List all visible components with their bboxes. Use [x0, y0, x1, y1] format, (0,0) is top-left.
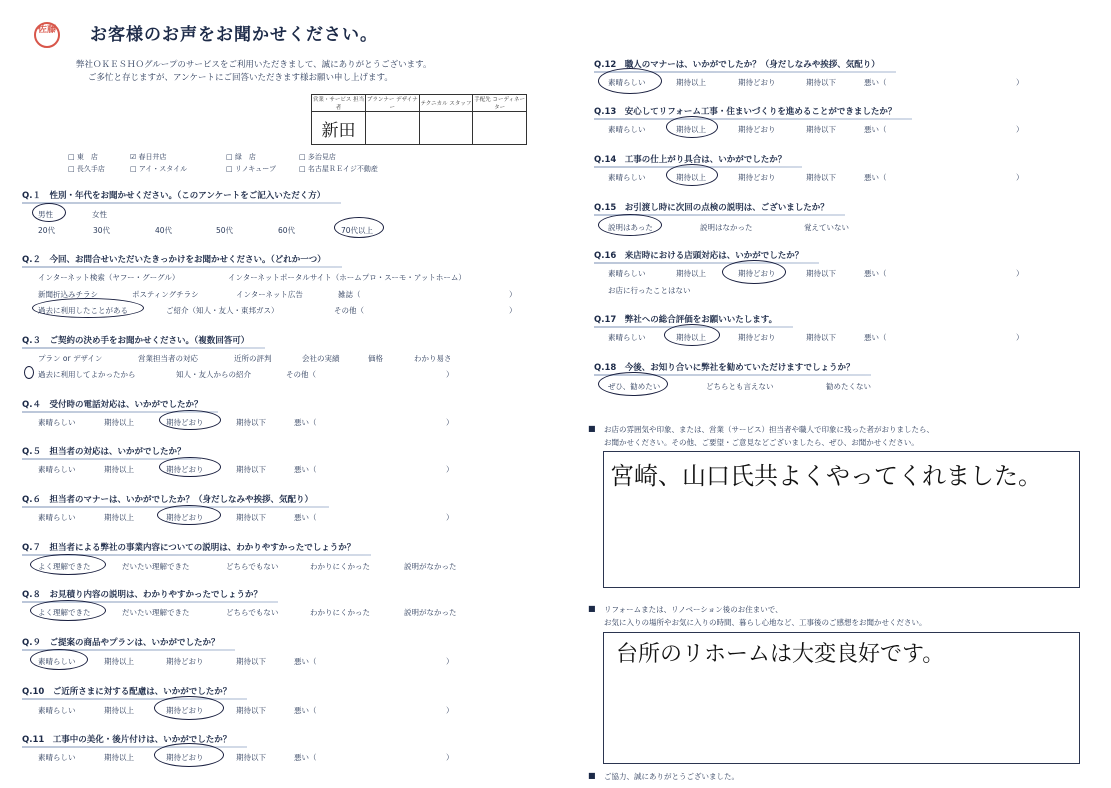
q3-option[interactable]: わかり易さ — [414, 354, 452, 363]
q2-option[interactable]: インターネット広告 — [236, 290, 303, 299]
rating-option[interactable]: 素晴らしい — [38, 753, 76, 762]
rating-option[interactable]: 悪い（ — [294, 513, 317, 522]
selection-circle — [334, 217, 384, 238]
rating-option-selected[interactable]: 期待以上 — [676, 333, 706, 342]
rating-paren-close: ） — [446, 706, 454, 715]
rating-option-selected[interactable]: 素晴らしい — [608, 78, 646, 87]
rating-option[interactable]: 期待以下 — [806, 78, 836, 87]
selection-circle — [666, 164, 718, 186]
comment2-answer-text: 台所のリホームは大変良好です。 — [616, 642, 945, 667]
selection-circle — [32, 298, 144, 318]
rating-option[interactable]: 悪い（ — [864, 269, 887, 278]
rating-option[interactable]: 悪い（ — [864, 125, 887, 134]
rating-paren-close: ） — [446, 418, 454, 427]
rating-paren-close: ） — [446, 513, 454, 522]
rating-paren-close: ） — [1016, 269, 1024, 278]
staff-table — [311, 94, 527, 145]
q2-option[interactable]: 雑誌（ — [338, 290, 361, 299]
store-checkbox-checked[interactable]: ☑ 春日井店 — [130, 153, 167, 161]
selection-circle — [722, 260, 786, 284]
q1-gender-male[interactable]: 男性 — [38, 210, 53, 219]
q3-option[interactable]: その他（ — [286, 370, 316, 379]
comment2-prompt-line2: お気に入りの場所やお気に入りの時間、暮らし心地など、工事後のご感想をお聞かせください。 — [604, 618, 927, 627]
intro-line-2: ご多忙と存じますが、アンケートにご回答いただきます様お願い申し上げます。 — [88, 73, 393, 83]
rating-option-selected[interactable]: 期待どおり — [166, 513, 204, 522]
q18-option[interactable]: 勧めたくない — [826, 382, 871, 391]
q1-age-option[interactable]: 60代 — [278, 226, 296, 235]
understanding-option[interactable]: だいたい理解できた — [122, 608, 190, 617]
staff-signature: 新田 — [321, 120, 356, 141]
selection-circle — [154, 743, 224, 767]
q16-title: Q.16 来店時における店頭対応は、いかがでしたか？ — [594, 251, 804, 261]
rating-option[interactable]: 期待以下 — [236, 657, 266, 666]
selection-circle — [32, 203, 66, 222]
q2-option[interactable]: ポスティングチラシ — [132, 290, 199, 299]
staff-empty-cell — [365, 112, 419, 145]
rating-option[interactable]: 期待以下 — [806, 125, 836, 134]
q3-option[interactable]: プラン or デザイン — [38, 354, 103, 363]
rating-option[interactable]: 悪い（ — [864, 78, 887, 87]
selection-circle — [598, 68, 662, 94]
store-checkbox[interactable]: □ リノキューブ — [226, 165, 276, 173]
q14-title: Q.14 工事の仕上がり具合は、いかがでしたか？ — [594, 155, 787, 165]
rating-option[interactable]: 素晴らしい — [608, 173, 646, 182]
rating-option[interactable]: 期待以下 — [236, 753, 266, 762]
q15-option[interactable]: 説明はなかった — [700, 223, 753, 232]
selection-circle — [30, 600, 106, 621]
rating-option[interactable]: 期待以上 — [676, 269, 706, 278]
selection-circle — [598, 372, 668, 396]
rating-option[interactable]: 期待以上 — [104, 465, 134, 474]
rating-option[interactable]: 期待以下 — [236, 465, 266, 474]
rating-option[interactable]: 素晴らしい — [38, 418, 76, 427]
comment2-answer-box[interactable] — [603, 632, 1080, 764]
q2-option-selected[interactable]: 過去に利用したことがある — [38, 306, 128, 315]
q1-age-option[interactable]: 20代 — [38, 226, 56, 235]
staff-header-planner: プランナー デザイナー — [365, 95, 419, 112]
q3-option[interactable]: 会社の実績 — [302, 354, 340, 363]
q11-title: Q.11 工事中の美化・後片付けは、いかがでしたか？ — [22, 735, 232, 745]
rating-option[interactable]: 期待以上 — [104, 753, 134, 762]
q1-title: Q.１ 性別・年代をお聞かせください。（このアンケートをご記入いただく方） — [22, 191, 326, 201]
understanding-option[interactable]: どちらでもない — [226, 608, 279, 617]
q2-paren-close: ） — [509, 290, 517, 299]
rating-option[interactable]: 悪い（ — [294, 418, 317, 427]
q3-option[interactable]: 価格 — [368, 354, 383, 363]
q2-option[interactable]: インターネット検索（ヤフー・グーグル） — [38, 273, 180, 282]
q1-age-option[interactable]: 40代 — [155, 226, 173, 235]
q6-title: Q.６ 担当者のマナーは、いかがでしたか？（身だしなみや挨拶、気配り） — [22, 495, 313, 505]
rating-option-selected[interactable]: 期待以上 — [676, 173, 706, 182]
q3-option[interactable]: 過去に利用してよかったから — [38, 370, 136, 379]
rating-option[interactable]: 期待どおり — [738, 78, 776, 87]
bullet-square-icon: ■ — [588, 604, 596, 613]
rating-paren-close: ） — [446, 465, 454, 474]
selection-circle — [30, 554, 106, 575]
rating-option[interactable]: 悪い（ — [864, 333, 887, 342]
q18-option[interactable]: どちらとも言えない — [706, 382, 774, 391]
understanding-option[interactable]: どちらでもない — [226, 562, 279, 571]
comment2-prompt-line1: リフォームまたは、リノベーション後のお住まいで、 — [604, 605, 783, 614]
q18-title: Q.18 今後、お知り合いに弊社を勧めていただけますでしょうか？ — [594, 363, 855, 373]
rating-option[interactable]: 悪い（ — [294, 753, 317, 762]
selection-circle — [598, 214, 662, 236]
store-checkbox[interactable]: □ 長久手店 — [68, 165, 105, 173]
selection-circle — [30, 649, 88, 670]
rating-paren-close: ） — [446, 753, 454, 762]
rating-paren-close: ） — [446, 657, 454, 666]
q17-title: Q.17 弊社への総合評価をお願いいたします。 — [594, 315, 778, 325]
store-checkbox[interactable]: □ 緑 店 — [226, 153, 256, 161]
understanding-option[interactable]: わかりにくかった — [310, 608, 370, 617]
rating-option-selected[interactable]: 期待どおり — [738, 269, 776, 278]
selection-circle — [666, 116, 718, 138]
rating-paren-close: ） — [1016, 333, 1024, 342]
q1-age-option[interactable]: 30代 — [93, 226, 111, 235]
q4-title: Q.４ 受付時の電話対応は、いかがでしたか？ — [22, 400, 203, 410]
closing-message: ご協力、誠にありがとうございました。 — [604, 772, 739, 781]
rating-option[interactable]: 期待以下 — [236, 513, 266, 522]
bullet-square-icon: ■ — [588, 771, 596, 780]
q8-title: Q.８ お見積り内容の説明は、わかりやすかったでしょうか？ — [22, 590, 262, 600]
rating-paren-close: ） — [1016, 78, 1024, 87]
q1-gender-female[interactable]: 女性 — [92, 210, 107, 219]
q2-option[interactable]: インターネットポータルサイト（ホームプロ・スーモ・アットホーム） — [228, 273, 466, 282]
q5-title: Q.５ 担当者の対応は、いかがでしたか？ — [22, 447, 186, 457]
understanding-option-selected[interactable]: よく理解できた — [38, 562, 91, 571]
rating-option[interactable]: 素晴らしい — [608, 333, 646, 342]
q3-option[interactable]: 知人・友人からの紹介 — [176, 370, 251, 379]
rating-option[interactable]: 素晴らしい — [38, 513, 76, 522]
q2-option[interactable]: その他（ — [334, 306, 364, 315]
rating-option[interactable]: 悪い（ — [294, 465, 317, 474]
rating-option[interactable]: 素晴らしい — [608, 125, 646, 134]
staff-signature-cell — [312, 112, 366, 145]
rating-option[interactable]: 期待どおり — [738, 333, 776, 342]
rating-option[interactable]: 素晴らしい — [608, 269, 646, 278]
q16-no-visit-option[interactable]: お店に行ったことはない — [608, 286, 691, 295]
store-checkbox[interactable]: □ 名古屋ＲＥイジ不動産 — [299, 165, 378, 173]
rating-option-selected[interactable]: 期待どおり — [166, 706, 204, 715]
rating-option[interactable]: 期待以上 — [104, 513, 134, 522]
rating-option-selected[interactable]: 期待どおり — [166, 753, 204, 762]
staff-header-coordinator: 手配先 コーディネーター — [473, 95, 527, 112]
understanding-option[interactable]: 説明がなかった — [404, 562, 457, 571]
q15-option-selected[interactable]: 説明はあった — [608, 223, 653, 232]
selection-mark — [24, 366, 34, 379]
selection-circle — [154, 696, 224, 720]
q2-option[interactable]: 新聞折込みチラシ — [38, 290, 98, 299]
rating-paren-close: ） — [1016, 125, 1024, 134]
q15-option[interactable]: 覚えていない — [804, 223, 849, 232]
rating-option[interactable]: 期待以下 — [236, 418, 266, 427]
q7-title: Q.７ 担当者による弊社の事業内容についての説明は、わかりやすかったでしょうか？ — [22, 543, 356, 553]
q2-option[interactable]: ご紹介（知人・友人・東邦ガス） — [166, 306, 279, 315]
q10-title: Q.10 ご近所さまに対する配慮は、いかがでしたか？ — [22, 687, 232, 697]
rating-option-selected[interactable]: 期待どおり — [166, 465, 204, 474]
store-checkbox[interactable]: □ 多治見店 — [299, 153, 336, 161]
understanding-option[interactable]: わかりにくかった — [310, 562, 370, 571]
understanding-option[interactable]: だいたい理解できた — [122, 562, 190, 571]
comment1-answer-box[interactable] — [603, 451, 1080, 588]
staff-header-sales: 営業・サービス 担当者 — [312, 95, 366, 112]
rating-option[interactable]: 期待以上 — [676, 78, 706, 87]
rating-option-selected[interactable]: 素晴らしい — [38, 657, 76, 666]
selection-circle — [664, 324, 720, 346]
rating-option[interactable]: 期待以下 — [236, 706, 266, 715]
q3-paren-close: ） — [446, 370, 454, 379]
rating-option-selected[interactable]: 期待どおり — [166, 418, 204, 427]
q2-title: Q.２ 今回、お問合せいただいたきっかけをお聞かせください。（どれか一つ） — [22, 255, 326, 265]
name-stamp: 佐藤 — [34, 22, 60, 48]
rating-option[interactable]: 悪い（ — [294, 706, 317, 715]
comment1-answer-text: 宮崎、山口氏共よくやってくれました。 — [610, 462, 1042, 490]
q3-title: Q.３ ご契約の決め手をお聞かせください。（複数回答可） — [22, 336, 250, 346]
rating-option[interactable]: 期待以上 — [104, 657, 134, 666]
intro-line-1: 弊社ＯＫＥＳＨＯグループのサービスをご利用いただきまして、誠にありがとうございます。 — [76, 60, 432, 70]
q1-age-option[interactable]: 50代 — [216, 226, 234, 235]
rating-paren-close: ） — [1016, 173, 1024, 182]
staff-empty-cell — [419, 112, 473, 145]
rating-option[interactable]: 素晴らしい — [38, 706, 76, 715]
rating-option[interactable]: 悪い（ — [294, 657, 317, 666]
rating-option[interactable]: 期待以上 — [104, 418, 134, 427]
rating-option[interactable]: 期待どおり — [738, 173, 776, 182]
q18-option-selected[interactable]: ぜひ、勧めたい — [608, 382, 661, 391]
store-checkbox[interactable]: □ アイ・スタイル — [130, 165, 188, 173]
store-checkbox[interactable]: □ 東 店 — [68, 153, 98, 161]
rating-option[interactable]: 期待以下 — [806, 173, 836, 182]
rating-option[interactable]: 期待どおり — [738, 125, 776, 134]
bullet-square-icon: ■ — [588, 424, 596, 433]
q13-title: Q.13 安心してリフォーム工事・住まいづくりを進めることができましたか？ — [594, 107, 897, 117]
comment1-prompt-line1: お店の雰囲気や印象、または、営業（サービス）担当者や職人で印象に残った者がおりましたら、 — [604, 425, 934, 434]
rating-option-selected[interactable]: 期待以上 — [676, 125, 706, 134]
q12-title: Q.12 職人のマナーは、いかがでしたか？（身だしなみや挨拶、気配り） — [594, 60, 880, 70]
understanding-option-selected[interactable]: よく理解できた — [38, 608, 91, 617]
q15-title: Q.15 お引渡し時に次回の点検の説明は、ございましたか？ — [594, 203, 829, 213]
rating-option[interactable]: 期待どおり — [166, 657, 204, 666]
understanding-option[interactable]: 説明がなかった — [404, 608, 457, 617]
rating-option[interactable]: 期待以下 — [806, 333, 836, 342]
q1-age-option-selected[interactable]: 70代以上 — [341, 226, 374, 235]
selection-circle — [159, 457, 221, 477]
rating-option[interactable]: 期待以下 — [806, 269, 836, 278]
rating-option[interactable]: 素晴らしい — [38, 465, 76, 474]
q3-option[interactable]: 近所の評判 — [234, 354, 272, 363]
q3-option[interactable]: 営業担当者の対応 — [138, 354, 198, 363]
selection-circle — [159, 410, 221, 430]
rating-option[interactable]: 悪い（ — [864, 173, 887, 182]
selection-circle — [157, 505, 221, 525]
page-title: お客様のお声をお聞かせください。 — [90, 25, 378, 45]
staff-header-technical: テクニカル スタッフ — [419, 95, 473, 112]
staff-empty-cell — [473, 112, 527, 145]
q9-title: Q.９ ご提案の商品やプランは、いかがでしたか？ — [22, 638, 220, 648]
comment1-prompt-line2: お聞かせください。その他、ご要望・ご意見などございましたら、ぜひ、お聞かせください。 — [604, 438, 919, 447]
rating-option[interactable]: 期待以上 — [104, 706, 134, 715]
q2-paren-close: ） — [509, 306, 517, 315]
